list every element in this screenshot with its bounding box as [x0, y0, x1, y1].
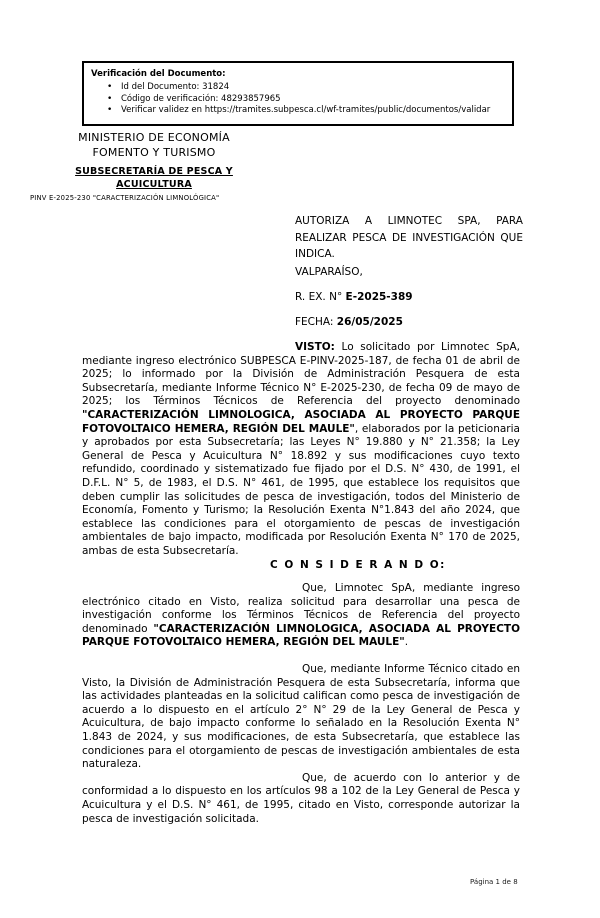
- visto-project-title: "CARACTERIZACIÓN LIMNOLOGICA, ASOCIADA AL PROYECTO PARQUE FOTOVOLTAICO HEMERA, REGIÓN DEL MAULE": [82, 408, 520, 435]
- letterhead: [33, 131, 275, 191]
- verification-item-text: Id del Documento: 31824: [121, 82, 230, 92]
- verification-list: [91, 82, 504, 117]
- considerando-p1-text: Que, Limnotec SpA, mediante ingreso electrónico citado en Visto, realiza solicitud para desarrollar una pesca de investigación conforme los Términos Técnicos de Referencia del proyecto denominado: [82, 582, 520, 635]
- verification-item-text: Código de verificación: 48293857965: [121, 93, 281, 104]
- department-name-line1: SUBSECRETARÍA DE PESCA Y: [75, 166, 233, 177]
- considerando-paragraph-2: Que, mediante Informe Técnico citado en Visto, la División de Administración Pesquera de esta Subsecretaría, informa que las actividades planteadas en la solicitud califican como pesca de investigación de acuerdo a lo dispuesto en el artículo 2° N° 29 de la Ley General de Pesca y Acuicultura, de bajo impacto conforme lo señalado en la Resolución Exenta N° 1.843 de 2024, y sus modificaciones, de esta Subsecretaría, que establece las condiciones para el otorgamiento de pescas de investigación ambientales de esta naturaleza.: [82, 663, 520, 771]
- resolution-number-value: E-2025-389: [345, 291, 413, 303]
- date-value: 26/05/2025: [336, 316, 403, 328]
- project-reference: PINV E-2025-230 "CARACTERIZACIÓN LIMNOLÓGICA": [30, 194, 220, 202]
- date-label: FECHA:: [295, 316, 337, 328]
- ministry-name-line1: MINISTERIO DE ECONOMÍA: [78, 131, 230, 144]
- verification-item-document-id: [91, 82, 504, 94]
- verification-box: [82, 61, 514, 126]
- considerando-p1-period: .: [404, 636, 409, 649]
- city-line: VALPARAÍSO,: [295, 266, 363, 278]
- resolution-body: [82, 341, 520, 826]
- bullet-icon: [107, 105, 121, 117]
- verification-title: Verificación del Documento:: [91, 69, 226, 79]
- verification-item-code: [91, 94, 504, 106]
- visto-label: VISTO:: [295, 341, 335, 353]
- ministry-name-line2: FOMENTO Y TURISMO: [92, 145, 216, 159]
- department-name-line2: ACUICULTURA: [116, 178, 192, 190]
- date-line: [295, 316, 403, 328]
- verification-item-text: Verificar validez en https://tramites.subpesca.cl/wf-tramites/public/documentos/validar: [121, 105, 491, 115]
- visto-text-before-title: Lo solicitado por Limnotec SpA, mediante ingreso electrónico SUBPESCA E-PINV-2025-187, de fecha 01 de abril de 2025; lo informado por la División de Administración Pesquera de esta Subsecretaría, mediante Informe Técnico N° E-2025-230, de fecha 09 de mayo de 2025; los Términos Técnicos de Referencia del proyecto denominado: [82, 341, 520, 408]
- considerando-paragraph-3: Que, de acuerdo con lo anterior y de conformidad a lo dispuesto en los artículos 98 a 102 de la Ley General de Pesca y Acuicultura y el D.S. N° 461, de 1995, citado en Visto, corresponde autorizar la pesca de investigación solicitada.: [82, 771, 520, 825]
- resolution-number-label: R. EX. N°: [295, 291, 346, 303]
- considerando-p1-project-title: "CARACTERIZACIÓN LIMNOLOGICA, ASOCIADA AL PROYECTO PARQUE FOTOVOLTAICO HEMERA, REGIÓN DEL MAULE": [82, 622, 520, 649]
- bullet-icon: [107, 94, 121, 106]
- verification-item-url: [91, 105, 504, 117]
- visto-paragraph: [82, 341, 520, 559]
- bullet-icon: [107, 82, 121, 94]
- department-name: [33, 166, 275, 191]
- considerando-heading: C O N S I D E R A N D O:: [270, 558, 446, 571]
- visto-text-after-title: , elaborados por la peticionaria y aprobados por esta Subsecretaría; las Leyes N° 19.880 y N° 21.358; la Ley General de Pesca y Acuicultura N° 18.892 y sus modificaciones cuyo texto refundido, coordinado y sistematizado fue fijado por el D.S. N° 430, de 1991, el D.F.L. N° 5, de 1983, el D.S. N° 461, de 1995, que establece los requisitos que deben cumplir las solicitudes de pesca de investigación, todos del Ministerio de Economía, Fomento y Turismo; la Resolución Exenta N°1.843 del año 2024, que establece las condiciones para el otorgamiento de pescas de investigación ambientales de bajo impacto, modificada por Resolución Exenta N° 170 de 2025, ambas de esta Subsecretaría.: [82, 422, 520, 557]
- considerando-paragraph-1: [82, 582, 520, 650]
- page-number: Página 1 de 8: [470, 878, 518, 886]
- resolution-subject: AUTORIZA A LIMNOTEC SPA, PARA REALIZAR PESCA DE INVESTIGACIÓN QUE INDICA.: [295, 215, 523, 260]
- resolution-number-line: [295, 291, 413, 303]
